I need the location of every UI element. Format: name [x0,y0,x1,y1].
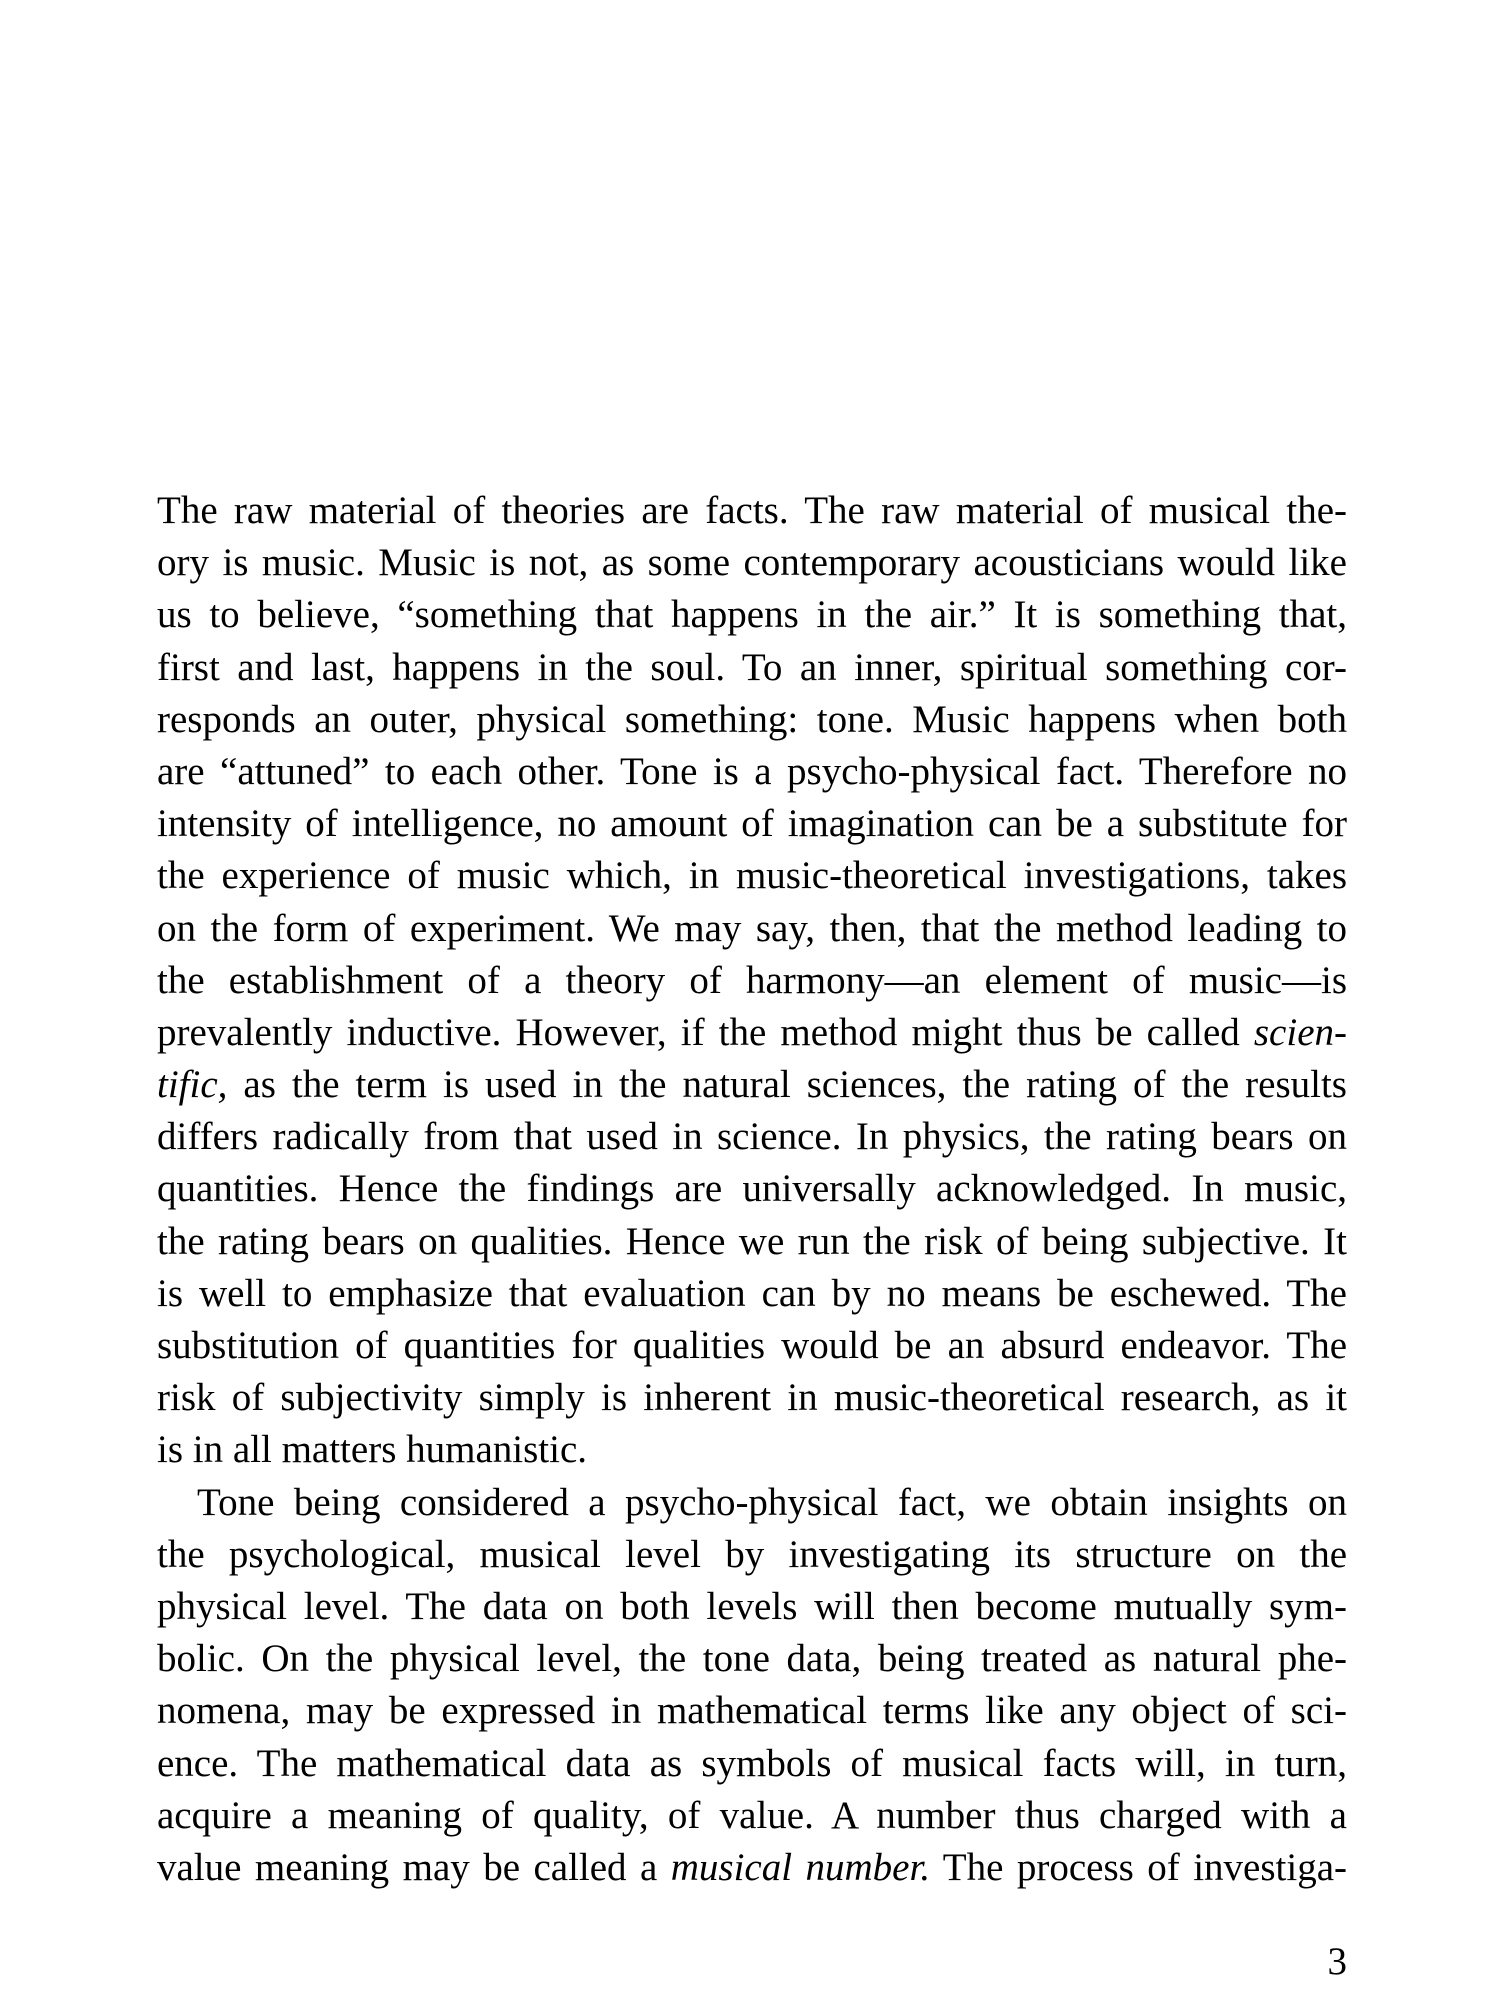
text-line: ory is music. Music is not, as some contemporary acousticians would like [157,541,1347,585]
text-run: as the term is used in the natural sciences, the rating of the results [227,1063,1347,1107]
page-number: 3 [1327,1940,1347,1983]
italic-text: tific, [157,1063,228,1107]
text-line: us to believe, “something that happens in the air.” It is something that, [157,593,1347,637]
text-line: are “attuned” to each other. Tone is a psycho-physical fact. Therefore no [157,749,1347,793]
text-line: intensity of intelligence, no amount of imagination can be a substitute for [157,802,1347,846]
text-line: first and last, happens in the soul. To an inner, spiritual something cor- [157,645,1347,689]
text-run: prevalently inductive. However, if the method might thus be called [157,1010,1254,1054]
text-line: quantities. Hence the findings are universally acknowledged. In music, [157,1167,1347,1211]
text-line [157,1842,1347,1894]
body-text [157,485,1347,1894]
italic-text: musical number. [670,1845,931,1889]
text-line: acquire a meaning of quality, of value. A number thus charged with a [157,1793,1347,1837]
text-line: the experience of music which, in music-theoretical investigations, takes [157,854,1347,898]
text-line: ence. The mathematical data as symbols of musical facts will, in turn, [157,1741,1347,1785]
text-line: physical level. The data on both levels will then become mutually sym- [157,1584,1347,1628]
text-line [157,1007,1347,1059]
text-line: risk of subjectivity simply is inherent in music-theoretical research, as it [157,1376,1347,1420]
text-run: value meaning may be called a [157,1845,671,1889]
text-line [157,1059,1347,1111]
paragraph-last-line: is in all matters humanistic. [157,1428,588,1472]
paragraph-first-line: Tone being considered a psycho-physical fact, we obtain insights on [197,1480,1347,1524]
text-line: the psychological, musical level by investigating its structure on the [157,1532,1347,1576]
text-line: differs radically from that used in science. In physics, the rating bears on [157,1115,1347,1159]
text-line: the rating bears on qualities. Hence we run the risk of being subjective. It [157,1219,1347,1263]
text-line: the establishment of a theory of harmony—an element of music—is [157,958,1347,1002]
text-line: nomena, may be expressed in mathematical terms like any object of sci- [157,1689,1347,1733]
text-line: on the form of experiment. We may say, then, that the method leading to [157,906,1347,950]
text-line: bolic. On the physical level, the tone data, being treated as natural phe- [157,1637,1347,1681]
text-line: substitution of quantities for qualities would be an absurd endeavor. The [157,1324,1347,1367]
text-run: The process of investiga- [930,1845,1347,1889]
text-line: responds an outer, physical something: tone. Music happens when both [157,697,1347,741]
text-line: is well to emphasize that evaluation can by no means be eschewed. The [157,1271,1347,1315]
italic-text: scien- [1253,1010,1347,1054]
text-line: The raw material of theories are facts. The raw material of musical the- [157,489,1347,532]
